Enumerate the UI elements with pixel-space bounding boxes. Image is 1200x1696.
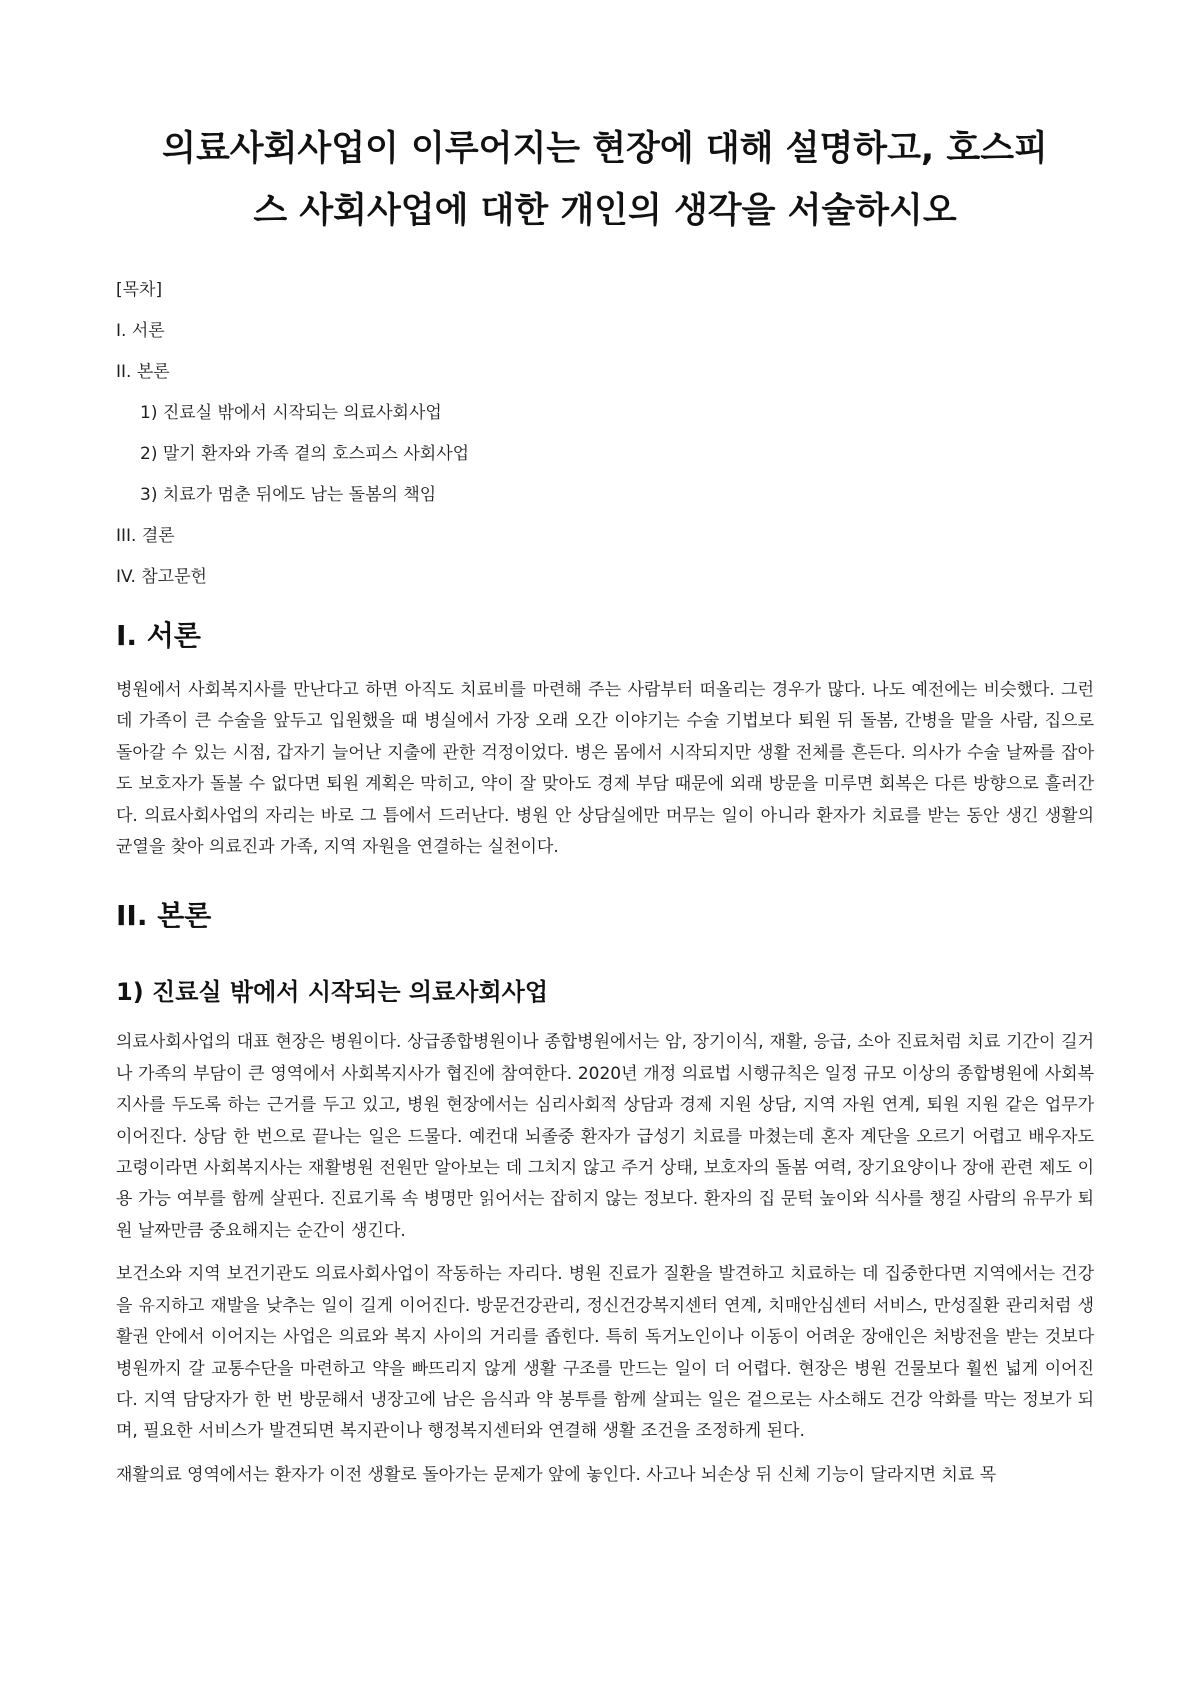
section-spacer [116,875,1094,899]
document-title: 의료사회사업이 이루어지는 현장에 대해 설명하고, 호스피스 사회사업에 대한 개인의 생각을 서술하시오 [162,129,1048,231]
body-paragraph: 재활의료 영역에서는 환자가 이전 생활로 돌아가는 문제가 앞에 놓인다. 사고나 뇌손상 뒤 신체 기능이 달라지면 치료 목 [116,1464,997,1485]
section-heading-body: II. 본론 [116,899,212,933]
toc-item: IV. 참고문헌 [116,567,207,587]
toc-item: I. 서론 [116,321,165,341]
subsection-heading: 1) 진료실 밖에서 시작되는 의료사회사업 [116,978,549,1007]
section-heading-introduction: I. 서론 [116,619,201,652]
toc-label: [목차] [116,280,163,300]
body-paragraph: 의료사회사업의 대표 현장은 병원이다. 상급종합병원이나 종합병원에서는 암, 장기이식, 재활, 응급, 소아 진료처럼 치료 기간이 길거나 가족의 부담이 큰 영역에서 사회복지사가 협진에 참여한다. 2020년 개정 의료법 시행규칙은 일정 규모 이상의 종합병원에 사회복지사를 두도록 하는 근거를 두고 있고, 병원 현장에서는 심리사회적 상담과 경제 지원 상담, 지역 자원 연계, 퇴원 지원 같은 업무가 이어진다. 상담 한 번으로 끝나는 일은 드물다. 예컨대 뇌졸중 환자가 급성기 치료를 마쳤는데 혼자 계단을 오르기 어렵고 배우자도 고령이라면 사회복지사는 재활병원 전원만 알아보는 데 그치지 않고 주거 상태, 보호자의 돌봄 여력, 장기요양이나 장애 관련 제도 이용 가능 여부를 함께 살핀다. 진료기록 속 병명만 읽어서는 잡히지 않는 정보다. 환자의 집 문턱 높이와 식사를 챙길 사람의 유무가 퇴원 날짜만큼 중요해지는 순간이 생긴다. [116,1032,1094,1241]
toc-item: II. 본론 [116,362,170,382]
toc-item: III. 결론 [116,526,175,546]
toc-subitem: 2) 말기 환자와 가족 곁의 호스피스 사회사업 [140,444,470,464]
table-of-contents [116,280,1094,587]
toc-subitem: 1) 진료실 밖에서 시작되는 의료사회사업 [140,403,442,423]
body-paragraph: 보건소와 지역 보건기관도 의료사회사업이 작동하는 자리다. 병원 진료가 질환을 발견하고 치료하는 데 집중한다면 지역에서는 건강을 유지하고 재발을 낮추는 일이 길게 이어진다. 방문건강관리, 정신건강복지센터 연계, 치매안심센터 서비스, 만성질환 관리처럼 생활권 안에서 이어지는 사업은 의료와 복지 사이의 거리를 좁힌다. 특히 독거노인이나 이동이 어려운 장애인은 처방전을 받는 것보다 병원까지 갈 교통수단을 마련하고 약을 빠뜨리지 않게 생활 구조를 만드는 일이 더 어렵다. 현장은 병원 건물보다 훨씬 넓게 이어진다. 지역 담당자가 한 번 방문해서 냉장고에 남은 음식과 약 봉투를 함께 살피는 일은 겉으로는 사소해도 건강 악화를 막는 정보가 되며, 필요한 서비스가 발견되면 복지관이나 행정복지센터와 연결해 생활 조건을 조정하게 된다. [116,1264,1094,1442]
toc-subitem: 3) 치료가 멈춘 뒤에도 남는 돌봄의 책임 [140,485,437,505]
introduction-paragraph: 병원에서 사회복지사를 만난다고 하면 아직도 치료비를 마련해 주는 사람부터 떠올리는 경우가 많다. 나도 예전에는 비슷했다. 그런데 가족이 큰 수술을 앞두고 입원했을 때 병실에서 가장 오래 오간 이야기는 수술 기법보다 퇴원 뒤 돌봄, 간병을 맡을 사람, 집으로 돌아갈 수 있는 시점, 갑자기 늘어난 지출에 관한 걱정이었다. 병은 몸에서 시작되지만 생활 전체를 흔든다. 의사가 수술 날짜를 잡아도 보호자가 돌볼 수 없다면 퇴원 계획은 막히고, 약이 잘 맞아도 경제 부담 때문에 외래 방문을 미루면 회복은 다른 방향으로 흘러간다. 의료사회사업의 자리는 바로 그 틈에서 드러난다. 병원 안 상담실에만 머무는 일이 아니라 환자가 치료를 받는 동안 생긴 생활의 균열을 찾아 의료진과 가족, 지역 자원을 연결하는 실천이다. [116,680,1094,858]
section-spacer [116,955,1094,977]
document-page [116,118,1094,1503]
